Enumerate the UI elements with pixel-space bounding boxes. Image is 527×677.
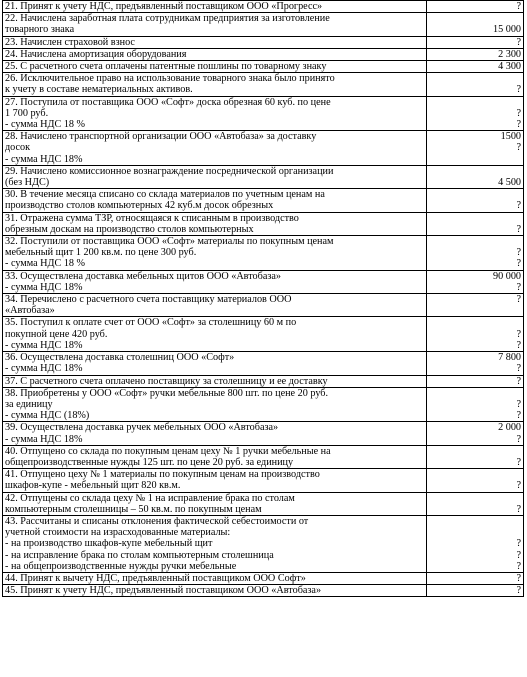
- operation-description-line: производство столов компьютерных 42 куб.м досок обрезных: [5, 200, 274, 212]
- amount-line: ?: [516, 247, 521, 259]
- amount-line: [429, 189, 521, 200]
- operation-description-line: 40. Отпущено со склада по покупным ценам цеху № 1 ручки мебельные на: [5, 445, 331, 457]
- amount-line: 2 300: [498, 48, 521, 60]
- operation-description-line: - на производство шкафов-купе мебельный щит: [5, 538, 213, 550]
- table-row: [3, 445, 524, 468]
- operation-description-line: 1 700 руб.: [5, 107, 49, 119]
- amount-cell: [427, 48, 524, 60]
- amount-line: 2 000: [498, 422, 521, 434]
- amount-cell: [427, 294, 524, 317]
- transactions-table-body: [3, 1, 524, 597]
- amount-cell: [427, 36, 524, 48]
- operation-description-cell: [3, 294, 427, 317]
- amount-cell: [427, 585, 524, 597]
- table-row: [3, 212, 524, 235]
- amount-line: ?: [516, 560, 521, 572]
- operation-description-line: 30. В течение месяца списано со склада материалов по учетным ценам на: [5, 189, 325, 201]
- operation-description-line: - сумма НДС 18 %: [5, 258, 86, 270]
- operation-description-line: - сумма НДС 18%: [5, 153, 83, 165]
- amount-line: 15 000: [492, 24, 521, 36]
- amount-line: [429, 305, 521, 316]
- amount-cell: [427, 165, 524, 188]
- amount-line: ?: [516, 572, 521, 584]
- table-row: [3, 515, 524, 572]
- amount-line: ?: [516, 480, 521, 492]
- amount-cell: [427, 212, 524, 235]
- operation-description-cell: [3, 236, 427, 271]
- operation-description-cell: [3, 189, 427, 212]
- table-row: [3, 165, 524, 188]
- amount-cell: [427, 352, 524, 375]
- table-row: [3, 572, 524, 584]
- amount-cell: [427, 189, 524, 212]
- operation-description-cell: [3, 445, 427, 468]
- operation-description-cell: [3, 270, 427, 293]
- table-row: [3, 131, 524, 166]
- amount-line: [429, 154, 521, 165]
- operation-description-line: покупной цене 420 руб.: [5, 328, 108, 340]
- operation-description-line: - сумма НДС 18%: [5, 339, 83, 351]
- table-row: [3, 189, 524, 212]
- operation-description-line: мебельный щит 1 200 кв.м. по цене 300 руб.: [5, 247, 197, 259]
- amount-line: ?: [516, 1, 521, 12]
- operation-description-line: - сумма НДС 18%: [5, 363, 83, 375]
- amount-line: ?: [516, 410, 521, 422]
- amount-line: ?: [516, 223, 521, 235]
- amount-line: [429, 493, 521, 504]
- operation-description-cell: [3, 131, 427, 166]
- operation-description-cell: [3, 48, 427, 60]
- operation-description-line: 27. Поступила от поставщика ООО «Софт» доска обрезная 60 куб. по цене: [5, 96, 331, 108]
- operation-description-cell: [3, 387, 427, 422]
- amount-line: ?: [516, 200, 521, 212]
- table-row: [3, 96, 524, 131]
- operation-description-line: 36. Осуществлена доставка столешниц ООО «Софт»: [5, 352, 235, 364]
- operation-description-cell: [3, 572, 427, 584]
- operation-description-cell: [3, 61, 427, 73]
- amount-line: ?: [516, 585, 521, 597]
- operation-description-line: учетной стоимости на израсходованные материалы:: [5, 527, 231, 539]
- operation-description-line: - сумма НДС (18%): [5, 410, 90, 422]
- amount-line: [429, 73, 521, 84]
- operation-description-cell: [3, 515, 427, 572]
- operation-description-cell: [3, 317, 427, 352]
- operation-description-line: 37. С расчетного счета оплачено поставщику за столешницу и ее доставку: [5, 375, 328, 387]
- amount-cell: [427, 387, 524, 422]
- table-row: [3, 36, 524, 48]
- operation-description-cell: [3, 36, 427, 48]
- amount-line: [429, 166, 521, 177]
- amount-cell: [427, 73, 524, 96]
- operation-description-line: 34. Перечислено с расчетного счета поставщику материалов ООО: [5, 294, 292, 306]
- operation-description-line: за единицу: [5, 398, 53, 410]
- amount-line: ?: [516, 538, 521, 550]
- amount-line: 4 300: [498, 61, 521, 73]
- table-row: [3, 1, 524, 13]
- operation-description-cell: [3, 375, 427, 387]
- amount-line: 90 000: [492, 270, 521, 282]
- operation-description-line: 23. Начислен страховой взнос: [5, 36, 135, 48]
- operation-description-line: 24. Начислена амортизация оборудования: [5, 48, 187, 60]
- amount-line: ?: [516, 339, 521, 351]
- operation-description-line: 32. Поступили от поставщика ООО «Софт» материалы по покупным ценам: [5, 236, 334, 248]
- table-row: [3, 317, 524, 352]
- operation-description-line: 31. Отражена сумма ТЗР, относящаяся к списанным в производство: [5, 212, 299, 224]
- operation-description-line: 44. Принят к вычету НДС, предъявленный поставщиком ООО Софт»: [5, 572, 306, 584]
- operation-description-line: 25. С расчетного счета оплачены патентные пошлины по товарному знаку: [5, 61, 327, 73]
- amount-line: 7 800: [498, 352, 521, 364]
- amount-cell: [427, 13, 524, 36]
- operation-description-cell: [3, 492, 427, 515]
- operation-description-line: компьютерным столешницы – 50 кв.м. по покупным ценам: [5, 503, 262, 515]
- amount-line: [429, 516, 521, 527]
- amount-cell: [427, 422, 524, 445]
- table-row: [3, 352, 524, 375]
- operation-description-line: 21. Принят к учету НДС, предъявленный поставщиком ООО «Прогресс»: [5, 1, 323, 12]
- amount-cell: [427, 236, 524, 271]
- table-row: [3, 585, 524, 597]
- operation-description-cell: [3, 1, 427, 13]
- table-row: [3, 270, 524, 293]
- amount-line: ?: [516, 456, 521, 468]
- operation-description-line: - сумма НДС 18 %: [5, 119, 86, 131]
- operation-description-line: 29. Начислено комиссионное вознаграждение посреднической организации: [5, 165, 334, 177]
- amount-line: ?: [516, 328, 521, 340]
- amount-cell: [427, 131, 524, 166]
- table-row: [3, 387, 524, 422]
- amount-line: ?: [516, 142, 521, 154]
- table-row: [3, 375, 524, 387]
- amount-line: 4 500: [498, 177, 521, 189]
- operation-description-line: 22. Начислена заработная плата сотрудникам предприятия за изготовление: [5, 13, 330, 25]
- operation-description-cell: [3, 469, 427, 492]
- amount-cell: [427, 445, 524, 468]
- operation-description-line: 26. Исключительное право на использование товарного знака было принято: [5, 73, 335, 85]
- operation-description-cell: [3, 422, 427, 445]
- operation-description-cell: [3, 73, 427, 96]
- amount-line: ?: [516, 36, 521, 48]
- amount-line: ?: [516, 549, 521, 561]
- table-row: [3, 13, 524, 36]
- operation-description-line: досок: [5, 142, 31, 154]
- amount-cell: [427, 515, 524, 572]
- operation-description-line: - сумма НДС 18%: [5, 281, 83, 293]
- table-row: [3, 469, 524, 492]
- amount-line: [429, 446, 521, 457]
- amount-line: [429, 527, 521, 538]
- amount-line: ?: [516, 107, 521, 119]
- amount-line: ?: [516, 503, 521, 515]
- amount-cell: [427, 317, 524, 352]
- operation-description-cell: [3, 585, 427, 597]
- amount-line: [429, 317, 521, 328]
- transactions-table: [2, 0, 524, 597]
- amount-cell: [427, 96, 524, 131]
- amount-line: ?: [516, 375, 521, 387]
- amount-cell: [427, 61, 524, 73]
- operation-description-line: 42. Отпущены со склада цеху № 1 на исправление брака по столам: [5, 492, 295, 504]
- table-row: [3, 492, 524, 515]
- operation-description-cell: [3, 352, 427, 375]
- table-row: [3, 61, 524, 73]
- amount-line: [429, 469, 521, 480]
- amount-line: [429, 213, 521, 224]
- table-row: [3, 236, 524, 271]
- operation-description-line: 45. Принят к учету НДС, предъявленный поставщиком ООО «Автобаза»: [5, 585, 322, 597]
- operation-description-cell: [3, 165, 427, 188]
- amount-line: ?: [516, 294, 521, 306]
- table-row: [3, 73, 524, 96]
- operation-description-line: 39. Осуществлена доставка ручек мебельных ООО «Автобаза»: [5, 422, 279, 434]
- operation-description-line: - на общепроизводственные нужды ручки мебельные: [5, 560, 237, 572]
- amount-line: ?: [516, 398, 521, 410]
- operation-description-line: 33. Осуществлена доставка мебельных щитов ООО «Автобаза»: [5, 270, 281, 282]
- amount-line: [429, 97, 521, 108]
- amount-cell: [427, 572, 524, 584]
- operation-description-cell: [3, 96, 427, 131]
- amount-cell: [427, 469, 524, 492]
- operation-description-line: 28. Начислено транспортной организации ООО «Автобаза» за доставку: [5, 131, 317, 143]
- operation-description-cell: [3, 13, 427, 36]
- operation-description-line: к учету в составе нематериальных активов.: [5, 84, 193, 96]
- operation-description-line: товарного знака: [5, 24, 75, 36]
- amount-line: [429, 13, 521, 24]
- amount-line: ?: [516, 258, 521, 270]
- amount-line: ?: [516, 84, 521, 96]
- amount-cell: [427, 1, 524, 13]
- amount-cell: [427, 492, 524, 515]
- operation-description-line: шкафов-купе - мебельный щит 820 кв.м.: [5, 480, 181, 492]
- operation-description-line: - сумма НДС 18%: [5, 433, 83, 445]
- operation-description-cell: [3, 212, 427, 235]
- operation-description-line: 41. Отпущено цеху № 1 материалы по покупным ценам на производство: [5, 469, 320, 481]
- table-row: [3, 294, 524, 317]
- amount-line: ?: [516, 363, 521, 375]
- table-row: [3, 48, 524, 60]
- amount-line: [429, 236, 521, 247]
- amount-cell: [427, 375, 524, 387]
- amount-line: 1500: [500, 131, 521, 143]
- operation-description-line: «Автобаза»: [5, 305, 55, 317]
- amount-line: [429, 388, 521, 399]
- amount-line: ?: [516, 433, 521, 445]
- operation-description-line: общепроизводственные нужды 125 шт. по цене 20 руб. за единицу: [5, 456, 294, 468]
- operation-description-line: обрезным доскам на производство столов компьютерных: [5, 223, 254, 235]
- operation-description-line: 35. Поступил к оплате счет от ООО «Софт» за столешницу 60 м по: [5, 317, 297, 329]
- table-row: [3, 422, 524, 445]
- operation-description-line: (без НДС): [5, 177, 50, 189]
- operation-description-line: - на исправление брака по столам компьютерным столешница: [5, 549, 274, 561]
- operation-description-line: 43. Рассчитаны и списаны отклонения фактической себестоимости от: [5, 515, 309, 527]
- amount-line: ?: [516, 119, 521, 131]
- operation-description-line: 38. Приобретены у ООО «Софт» ручки мебельные 800 шт. по цене 20 руб.: [5, 387, 329, 399]
- amount-cell: [427, 270, 524, 293]
- amount-line: ?: [516, 281, 521, 293]
